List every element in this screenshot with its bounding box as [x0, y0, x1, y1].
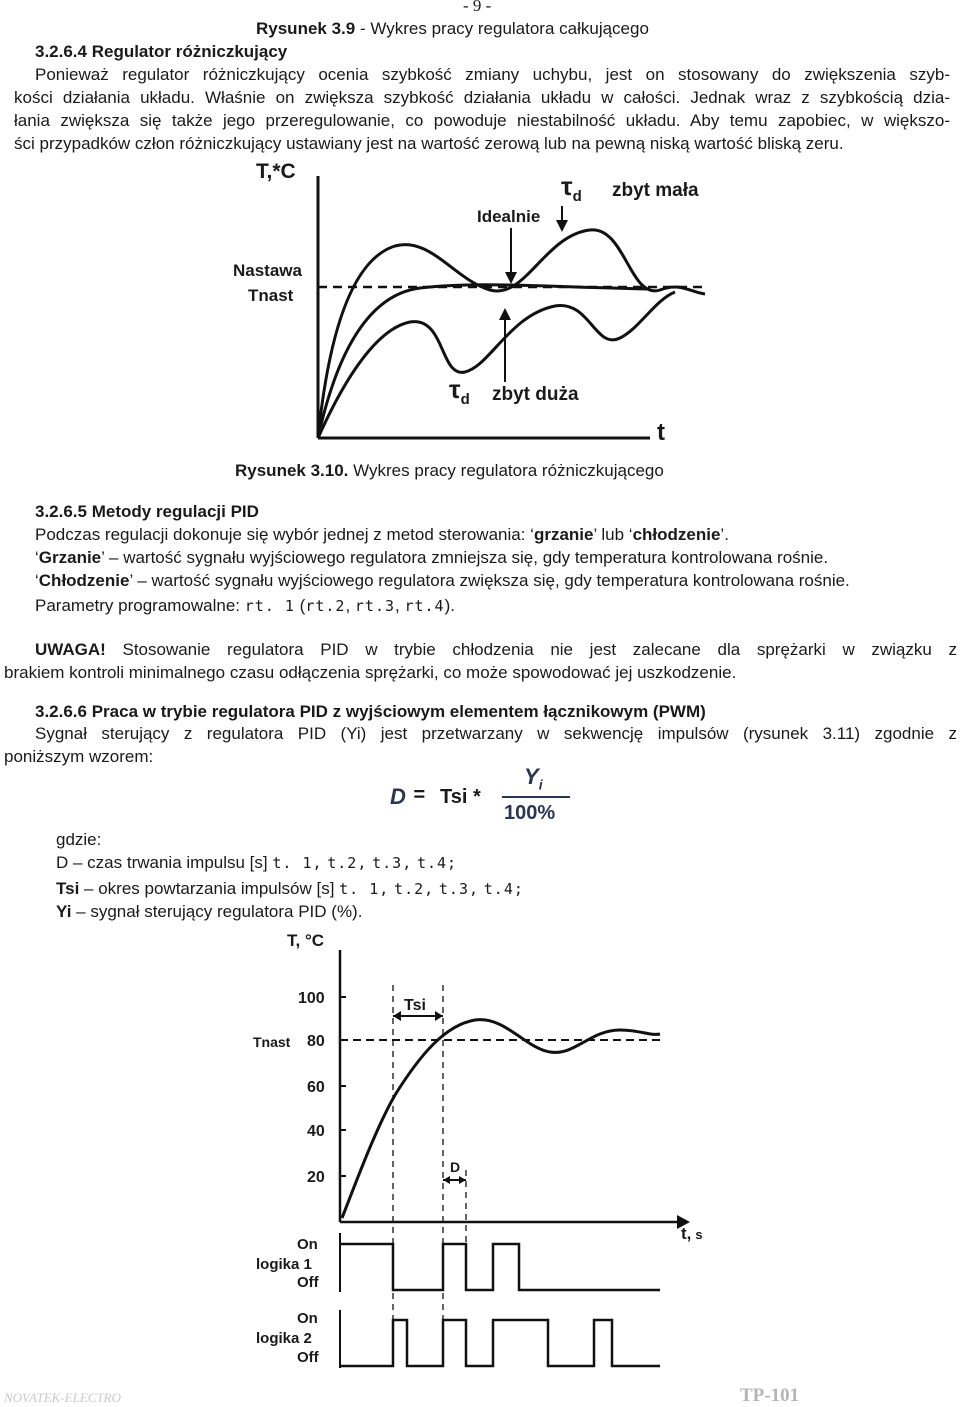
- page-number: - 9 -: [463, 0, 492, 15]
- warning-line-1: [35, 638, 957, 661]
- x-axis-label: t, s: [681, 1224, 703, 1243]
- tsi-label: Tsi: [404, 997, 426, 1014]
- footer-brand: NOVATEK-ELECTRO: [4, 1390, 122, 1405]
- cooling-term: Chłodzenie: [38, 571, 130, 590]
- arrow-head: [556, 220, 568, 232]
- paragraph-line: kości działania układu. Właśnie on zwiększa szybkość działania układu w całości. Jednak wraz z szybkością dzia-: [14, 88, 950, 107]
- methods-line: [35, 523, 729, 546]
- text: lub: [596, 525, 629, 544]
- param-code: t. 1,: [339, 880, 390, 898]
- y-axis-label: T,*C: [256, 160, 296, 183]
- logic2-pulses: [340, 1320, 660, 1366]
- logic1-pulses: [340, 1244, 660, 1290]
- param-code: t.3,: [372, 854, 413, 872]
- numerator-y: Y: [524, 764, 539, 789]
- formula-tsi: Tsi *: [440, 786, 481, 808]
- caption-label: Rysunek 3.10.: [235, 461, 349, 480]
- too-large-label: zbyt duża: [492, 384, 579, 405]
- param-code: t.4;: [483, 880, 524, 898]
- figure-3-10-diagram: [0, 150, 960, 460]
- too-small-label: zbyt mała: [612, 180, 699, 201]
- tick-label: 20: [307, 1169, 325, 1186]
- text: ,: [345, 596, 355, 615]
- on-label: On: [297, 1310, 318, 1327]
- logic1-label: logika 1: [256, 1256, 312, 1273]
- caption-label: Rysunek 3.9: [256, 19, 356, 38]
- formula-denominator: 100%: [504, 802, 556, 824]
- text: Podczas regulacji dokonuje się wybór jednej z metod sterowania:: [35, 525, 531, 544]
- programmable-params: [35, 594, 455, 618]
- quote: ‘: [35, 571, 39, 590]
- param-code: t. 1,: [272, 854, 323, 872]
- param-code: t.4;: [416, 854, 458, 872]
- paragraph-line: ści przypadków człon różniczkujący ustawiany jest na wartość zerową lub na pewną niską wartość bliską zeru.: [14, 134, 844, 153]
- numerator-sub: i: [538, 776, 543, 793]
- text: Parametry programowalne:: [35, 596, 245, 615]
- tick-label: 100: [298, 990, 325, 1007]
- def-tsi: [56, 877, 524, 901]
- quote: ‘: [35, 548, 39, 567]
- tick-label: 60: [307, 1079, 325, 1096]
- def-text: – sygnał sterujący regulatora PID (%).: [71, 902, 363, 921]
- def-yi: [56, 900, 362, 923]
- heating-term: Grzanie: [38, 548, 102, 567]
- def-term: Tsi: [56, 879, 80, 898]
- text: (: [294, 596, 306, 615]
- def-term: D: [56, 853, 69, 872]
- param-code: t.2,: [327, 854, 368, 872]
- param-code: rt.4: [404, 597, 445, 615]
- warning-line-2: brakiem kontroli minimalnego czasu odłączenia sprężarki, co może spowodować jej uszkodzenie.: [4, 663, 737, 682]
- text: ’ – wartość sygnału wyjściowego regulatora zwiększa się, gdy temperatura kontrolowana rośnie.: [129, 571, 850, 590]
- section-3-2-6-6-heading: 3.2.6.6 Praca w trybie regulatora PID z wyjściowym elementem łącznikowym (PWM): [35, 702, 706, 721]
- warning-label: UWAGA!: [35, 640, 106, 659]
- pwm-line-2: poniższym wzorem:: [4, 747, 154, 766]
- arrow-head: [499, 308, 511, 320]
- param-code: rt. 1: [244, 597, 295, 615]
- logic2-label: logika 2: [256, 1330, 312, 1347]
- cooling-definition: [35, 569, 850, 592]
- quote: ’.: [720, 525, 729, 544]
- section-3-2-6-4-heading: 3.2.6.4 Regulator różniczkujący: [35, 42, 288, 61]
- figure-3-10-caption: [235, 459, 664, 482]
- d-label: D: [450, 1159, 461, 1175]
- formula: [390, 764, 590, 828]
- text: Stosowanie regulatora PID w trybie chłodzenia nie jest zalecane dla sprężarki w związku z: [105, 640, 957, 659]
- section-3-2-6-5-heading: 3.2.6.5 Metody regulacji PID: [35, 502, 259, 521]
- def-text: – okres powtarzania impulsów [s]: [79, 879, 340, 898]
- quote: ‘: [530, 525, 534, 544]
- fraction-bar: [502, 796, 570, 798]
- param-code: rt.3: [354, 597, 396, 615]
- heating-definition: [35, 546, 828, 569]
- formula-lhs: D: [390, 784, 406, 809]
- cooling-term: chłodzenie: [632, 525, 721, 544]
- text: ’ – wartość sygnału wyjściowego regulatora zmniejsza się, gdy temperatura kontrolowana rośnie.: [101, 548, 829, 567]
- footer-model: TP-101: [740, 1385, 800, 1406]
- def-text: – czas trwania impulsu [s]: [68, 853, 273, 872]
- formula-numerator: [524, 764, 543, 792]
- arrow-head: [505, 272, 517, 284]
- param-code: t.2,: [394, 880, 435, 898]
- setpoint-label-1: Nastawa: [233, 261, 302, 280]
- text: ).: [444, 596, 455, 615]
- pwm-line-1: Sygnał sterujący z regulatora PID (Yi) jest przetwarzany w sekwencję impulsów (rysunek 3.11) zgodnie z: [35, 724, 957, 743]
- setpoint-label: Tnast: [253, 1034, 291, 1050]
- def-d: [56, 851, 457, 875]
- quote: ’: [593, 525, 597, 544]
- where-label: gdzie:: [56, 830, 102, 849]
- tick-label: 40: [307, 1123, 325, 1140]
- ideal-label: Idealnie: [477, 207, 541, 226]
- formula-equals: =: [408, 784, 431, 806]
- setpoint-label-2: Tnast: [248, 286, 294, 305]
- param-code: t.3,: [438, 880, 480, 898]
- quote: ‘: [628, 525, 633, 544]
- temperature-curve: [342, 1020, 660, 1218]
- tau-label-top: $\tau_d$: [561, 171, 582, 205]
- def-term: Yi: [56, 902, 72, 921]
- caption-text: Wykres pracy regulatora różniczkującego: [348, 461, 664, 480]
- figure-3-11-diagram: [0, 925, 960, 1375]
- tick-label: 80: [307, 1033, 325, 1050]
- y-axis-label: T, °C: [287, 931, 325, 950]
- paragraph-line: łania zwiększa się także jego przeregulowanie, co powoduje niestabilność układu. Aby temu zapobiec, w większo-: [14, 111, 950, 130]
- x-axis-label: t: [657, 419, 665, 446]
- off-label: Off: [297, 1274, 319, 1291]
- paragraph-line: Ponieważ regulator różniczkujący ocenia szybkość zmiany uchybu, jest on stosowany do zwiększenia szyb-: [35, 65, 950, 84]
- heating-term: grzanie: [533, 525, 594, 544]
- figure-3-9-caption: [256, 17, 649, 40]
- param-code: rt.2: [305, 597, 346, 615]
- off-label: Off: [297, 1349, 319, 1366]
- caption-text: - Wykres pracy regulatora całkującego: [355, 19, 649, 38]
- on-label: On: [297, 1236, 318, 1253]
- text: ,: [395, 596, 405, 615]
- tau-label-bottom: $\tau_d$: [449, 374, 470, 408]
